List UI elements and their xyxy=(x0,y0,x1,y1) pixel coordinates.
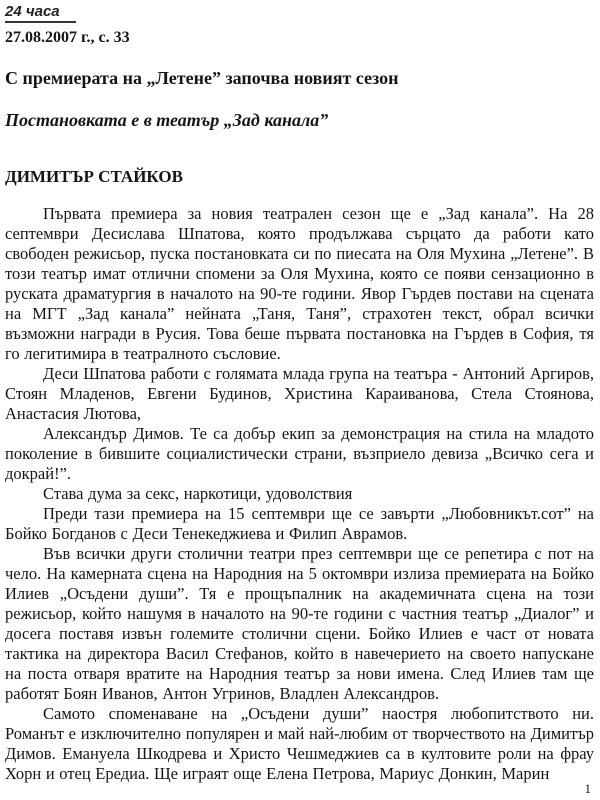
article-author: ДИМИТЪР СТАЙКОВ xyxy=(5,167,183,186)
article-paragraph: Преди тази премиера на 15 септември ще се завърти „Любовникът.сот” на Бойко Богданов с Деси Тенекеджиева и Филип Аврамов. xyxy=(5,504,594,543)
masthead-row xyxy=(5,3,594,23)
article-paragraph: Александър Димов. Те са добър екип за демонстрация на стила на младото поколение в бившите социалистически страни, възприело девиза „Всичко сега и докрай!”. xyxy=(5,424,594,483)
article-paragraph: Деси Шпатова работи с голямата млада група на театъра - Антоний Аргиров, Стоян Младенов, Евгени Будинов, Христина Караиванова, Стела Стоянова, Анастасия Лютова, xyxy=(5,364,594,423)
page-number: 1 xyxy=(584,781,591,796)
article-body xyxy=(5,204,594,784)
newspaper-logo: 24 часа xyxy=(5,4,76,23)
article-paragraph: Първата премиера за новия театрален сезон ще е „Зад канала”. На 28 септември Десислава Шпатова, която продължава сърцато да работи като свободен режисьор, пуска постановката си по пиесата на Оля Мухина „Летене”. В този театър имат отлични спомени за Оля Мухина, която се появи сензационно в руската драматургия в началото на 90-те години. Явор Гърдев постави на сцената на МГТ „Зад канала” нейната „Таня, Таня”, страхотен текст, обрал всички възможни награди в Русия. Това беше първата постановка на Гърдев в София, тя го легитимира в театралното съсловие. xyxy=(5,204,594,363)
article-headline: С премиерата на „Летене” започва новият сезон xyxy=(5,68,399,88)
article-paragraph: Става дума за секс, наркотици, удоволствия xyxy=(43,484,353,503)
article-paragraph: Във всички други столични театри през септември ще се репетира с пот на чело. На камерната сцена на Народния на 5 октомври излиза премиерата на Бойко Илиев „Осъдени души”. Тя е прощъпалник на академичната сцена на този режисьор, който нашумя в началото на 90-те години с частния театър „Диалог” и досега поставя извън големите столични сцени. Бойко Илиев е част от новата тактика на директора Васил Стефанов, който в навечерието на своето напускане на поста отваря вратите на Народния театър за нови имена. След Илиев там ще работят Боян Иванов, Антон Угринов, Владлен Александров. xyxy=(5,544,594,703)
article-paragraph: Самото споменаване на „Осъдени души” наостря любопитството ни. Романът е изключително популярен и май най-любим от творчеството на Димитър Димов. Емануела Шкодрева и Христо Чешмеджиев са в култовите роли на фрау Хорн и отец Ередиа. Ще играят още Елена Петрова, Мариус Донкин, Марин xyxy=(5,704,594,783)
dateline: 27.08.2007 г., с. 33 xyxy=(5,29,130,46)
article-subhead: Постановката е в театър „Зад канала” xyxy=(5,110,329,130)
